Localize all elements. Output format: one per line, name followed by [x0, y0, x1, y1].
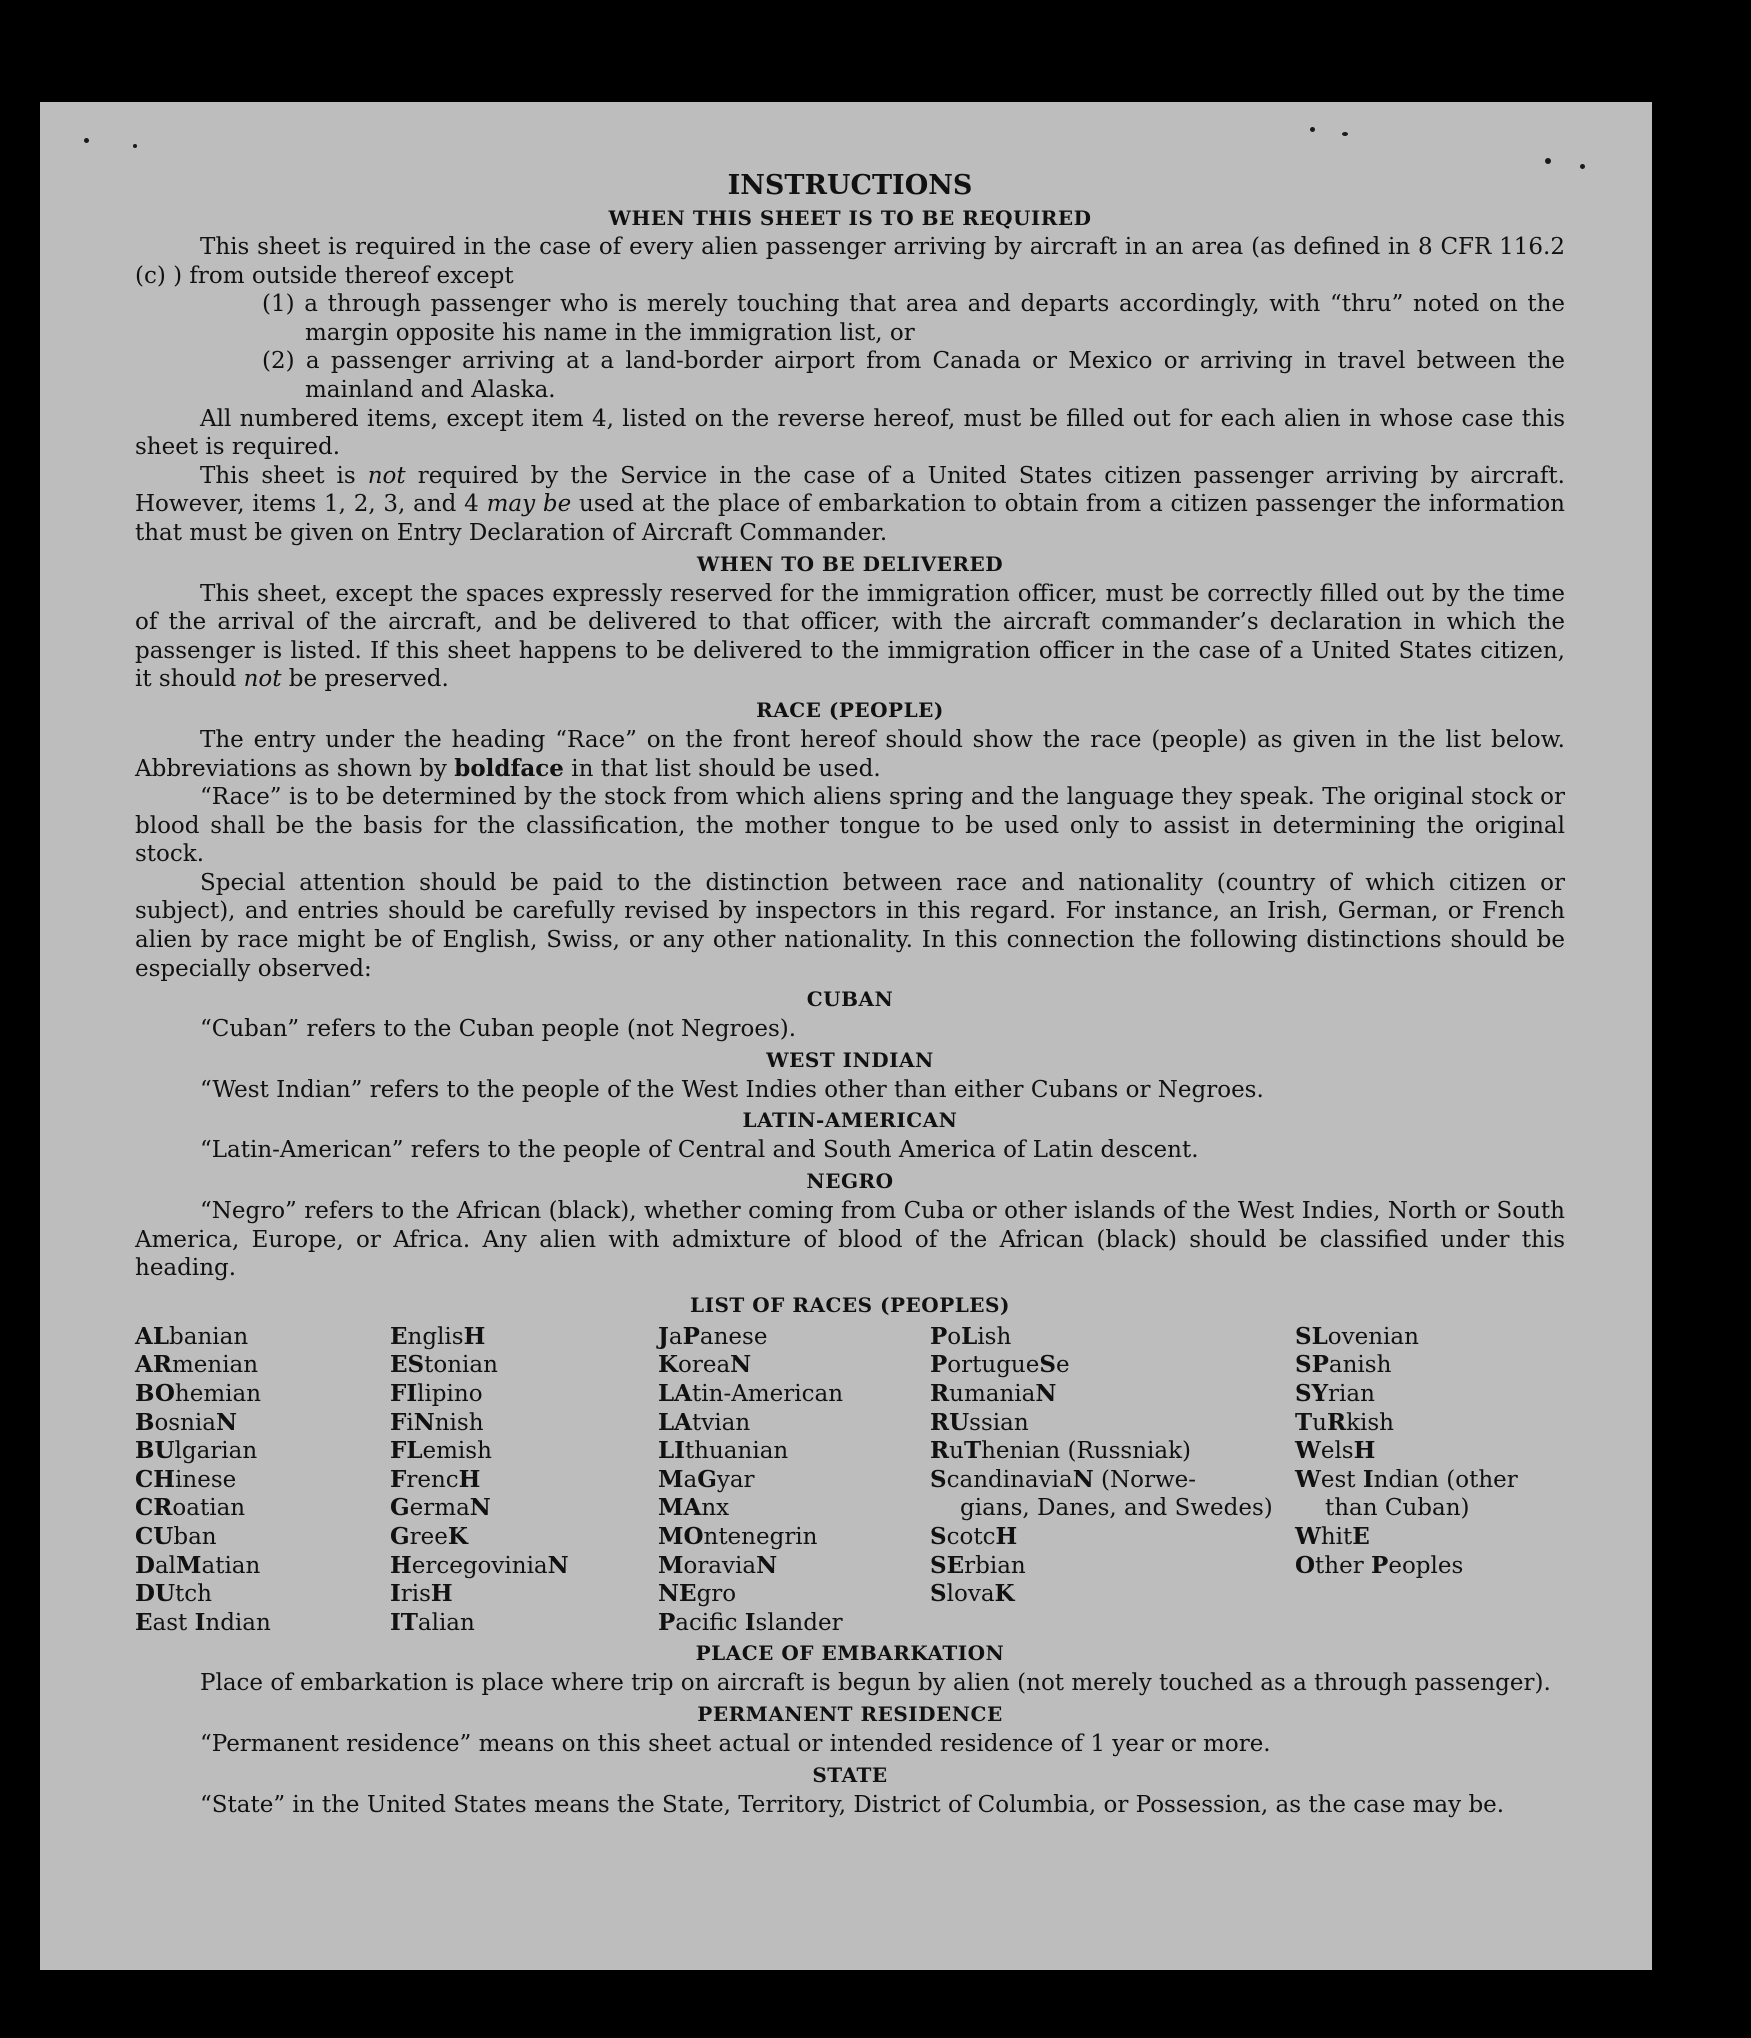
speck-mark	[1342, 132, 1348, 136]
race-entry: SYrian	[1295, 1380, 1375, 1407]
heading-cuban: CUBAN	[806, 987, 894, 1012]
race-entry: JaPanese	[658, 1322, 768, 1350]
race-entry: FrencH	[390, 1465, 481, 1493]
race-entry: PortugueSe	[930, 1351, 1070, 1379]
race-paragraph-1: The entry under the heading “Race” on the front hereof should show the race (people) as given in the list below. Abbreviations as shown by boldface in that list should be used.	[135, 726, 1565, 782]
race-entry: DalMatian	[135, 1551, 261, 1579]
embarkation-paragraph: Place of embarkation is place where trip on aircraft is begun by alien (not merely touched as a through passenger).	[200, 1670, 1551, 1697]
exception-item-1: (1) a through passenger who is merely touching that area and departs accordingly, with “thru” noted on the margin opposite his name in the immigration list, or	[262, 291, 1565, 346]
race-entry: FIlipino	[390, 1380, 483, 1407]
numbered-items-paragraph: All numbered items, except item 4, listed on the reverse hereof, must be filled out for each alien in whose case this sheet is required.	[135, 405, 1565, 461]
race-entry: East Indian	[135, 1608, 271, 1636]
speck-mark	[1580, 164, 1585, 169]
race-entry: ScotcH	[930, 1522, 1018, 1550]
race-entry: West Indian (other than Cuban)	[1295, 1465, 1518, 1522]
race-entry: BOhemian	[135, 1380, 262, 1407]
race-entry: RUssian	[930, 1408, 1029, 1436]
race-entry: ARmenian	[135, 1351, 259, 1379]
race-entry: ITalian	[390, 1608, 475, 1636]
heading-negro: NEGRO	[806, 1169, 894, 1194]
race-entry: NEgro	[658, 1580, 737, 1608]
race-entry: SErbian	[930, 1551, 1026, 1579]
race-entry: Pacific Islander	[658, 1608, 843, 1636]
race-entry: BosniaN	[135, 1408, 238, 1436]
document-sheet	[40, 102, 1652, 1970]
distinction-latin-american: “Latin-American” refers to the people of Central and South America of Latin descent.	[200, 1137, 1199, 1164]
race-entry: CUban	[135, 1522, 217, 1550]
instructions-content	[135, 168, 1565, 1819]
race-entry: MoraviaN	[658, 1551, 778, 1579]
speck-mark	[1310, 127, 1315, 132]
intro-paragraph: This sheet is required in the case of every alien passenger arriving by aircraft in an area (as defined in 8 CFR 116.2 (c) ) from outside thereof except	[135, 234, 1565, 289]
race-entry: BUlgarian	[135, 1437, 258, 1465]
race-entry: WhitE	[1295, 1522, 1370, 1550]
race-column-3	[658, 1323, 930, 1638]
race-entry: FLemish	[390, 1437, 492, 1465]
race-entry: FiNnish	[390, 1408, 484, 1436]
race-entry: MOntenegrin	[658, 1522, 818, 1550]
race-column-5	[1295, 1323, 1565, 1638]
race-entry: LIthuanian	[658, 1437, 789, 1465]
race-entry: CRoatian	[135, 1494, 246, 1522]
race-entry: EnglisH	[390, 1322, 486, 1350]
race-entry: GermaN	[390, 1494, 491, 1522]
race-entry: SLovenian	[1295, 1322, 1419, 1350]
race-entry: LAtvian	[658, 1408, 751, 1436]
heading-state: STATE	[812, 1762, 888, 1787]
race-paragraph-2: “Race” is to be determined by the stock from which aliens spring and the language they speak. The original stock or blood shall be the basis for the classification, the mother tongue to be used only to assist in determining the original stock.	[135, 784, 1565, 868]
heading-when-delivered: WHEN TO BE DELIVERED	[696, 551, 1004, 576]
page-title: INSTRUCTIONS	[727, 170, 973, 201]
heading-west-indian: WEST INDIAN	[766, 1047, 934, 1072]
speck-mark	[1545, 158, 1551, 164]
distinction-negro: “Negro” refers to the African (black), whether coming from Cuba or other islands of the West Indies, North or South America, Europe, or Africa. Any alien with admixture of blood of the African (black) should be classified under this heading.	[135, 1198, 1565, 1282]
race-paragraph-3: Special attention should be paid to the distinction between race and nationality (country of which citizen or subject), and entries should be carefully revised by inspectors in this regard. For instance, an Irish, German, or French alien by race might be of English, Swiss, or any other nationality. In this connection the following distinctions should be especially observed:	[135, 869, 1565, 982]
citizen-paragraph: This sheet is not required by the Service in the case of a United States citizen passenger arriving by aircraft. However, items 1, 2, 3, and 4 may be used at the place of embarkation to obtain from a citizen passenger the information that must be given on Entry Declaration of Aircraft Commander.	[135, 462, 1565, 546]
race-entry: KoreaN	[658, 1351, 752, 1379]
speck-mark	[84, 138, 89, 143]
race-entry: LAtin-American	[658, 1380, 844, 1407]
race-entry: ALbanian	[135, 1322, 249, 1350]
speck-mark	[133, 144, 137, 148]
race-entry: HercegoviniaN	[390, 1551, 569, 1579]
race-entry: Other Peoples	[1295, 1551, 1464, 1579]
race-entry: DUtch	[135, 1580, 212, 1608]
race-entry: GreeK	[390, 1522, 468, 1550]
race-column-4	[930, 1323, 1295, 1638]
race-entry: SPanish	[1295, 1351, 1392, 1379]
heading-embarkation: PLACE OF EMBARKATION	[695, 1641, 1005, 1666]
race-entry: SlovaK	[930, 1580, 1015, 1608]
race-column-2	[390, 1323, 658, 1638]
race-entry: ScandinaviaN (Norwe- gians, Danes, and Swedes)	[930, 1465, 1273, 1522]
race-entry: PoLish	[930, 1322, 1012, 1350]
state-paragraph: “State” in the United States means the State, Territory, District of Columbia, or Possession, as the case may be.	[200, 1791, 1505, 1818]
heading-when-required: WHEN THIS SHEET IS TO BE REQUIRED	[608, 206, 1092, 230]
exception-item-2: (2) a passenger arriving at a land-border airport from Canada or Mexico or arriving in travel between the mainland and Alaska.	[262, 348, 1565, 403]
race-list	[135, 1323, 1565, 1638]
distinction-cuban: “Cuban” refers to the Cuban people (not Negroes).	[200, 1016, 797, 1043]
residence-paragraph: “Permanent residence” means on this sheet actual or intended residence of 1 year or more.	[200, 1730, 1271, 1757]
delivered-paragraph: This sheet, except the spaces expressly reserved for the immigration officer, must be correctly filled out by the time of the arrival of the aircraft, and be delivered to that officer, with the aircraft commander’s declaration in which the passenger is listed. If this sheet happens to be delivered to the immigration officer in the case of a United States citizen, it should not be preserved.	[135, 580, 1565, 693]
heading-list-of-races: LIST OF RACES (PEOPLES)	[690, 1292, 1010, 1317]
race-entry: MaGyar	[658, 1465, 755, 1493]
heading-latin-american: LATIN-AMERICAN	[742, 1108, 958, 1133]
race-entry: TuRkish	[1295, 1408, 1394, 1436]
race-entry: RuThenian (Russniak)	[930, 1437, 1192, 1465]
race-entry: MAnx	[658, 1494, 730, 1522]
race-column-1	[135, 1323, 390, 1638]
distinction-west-indian: “West Indian” refers to the people of the West Indies other than either Cubans or Negroes.	[200, 1076, 1264, 1103]
race-entry: IrisH	[390, 1580, 453, 1608]
race-entry: EStonian	[390, 1351, 498, 1379]
race-entry: RumaniaN	[930, 1380, 1057, 1407]
race-entry: CHinese	[135, 1465, 237, 1493]
race-entry: WelsH	[1295, 1437, 1376, 1465]
heading-permanent-residence: PERMANENT RESIDENCE	[697, 1701, 1003, 1726]
heading-race: RACE (PEOPLE)	[756, 697, 944, 722]
